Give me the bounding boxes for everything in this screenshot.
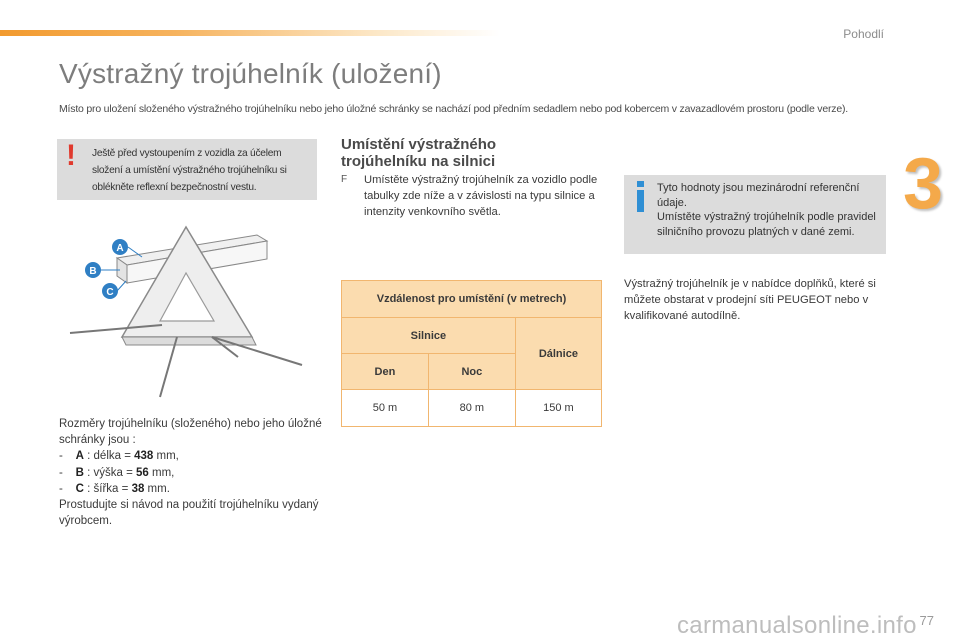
arrow-bullet-icon: F bbox=[341, 174, 348, 185]
table-highway-header: Dálnice bbox=[515, 318, 601, 390]
label-a-badge bbox=[112, 239, 128, 255]
placement-section-title: Umístění výstražného trojúhelníku na silnici bbox=[341, 136, 497, 170]
dimension-c: - C : šířka = 38 mm. bbox=[59, 482, 170, 495]
intro-text: Místo pro uložení složeného výstražného trojúhelníku nebo jeho úložné schránky se nachází pod předním sedadlem nebo pod kobercem v zavazadlovém prostoru (podle verze). bbox=[59, 103, 848, 115]
info-box bbox=[624, 175, 886, 254]
label-b-badge bbox=[85, 262, 101, 278]
dimensions-block bbox=[59, 416, 329, 529]
distance-table bbox=[341, 280, 602, 427]
page-title: Výstražný trojúhelník (uložení) bbox=[59, 58, 442, 89]
label-b: B bbox=[89, 266, 97, 277]
label-c-badge bbox=[102, 283, 118, 299]
dimension-a: - A : délka = 438 mm, bbox=[59, 450, 179, 463]
info-text-2: Umístěte výstražný trojúhelník podle pravidel silničního provozu platných v dané zemi. bbox=[657, 211, 876, 238]
dimension-b: - B : výška = 56 mm, bbox=[59, 466, 175, 479]
table-road-header: Silnice bbox=[342, 318, 516, 354]
orange-header-bar bbox=[0, 30, 500, 36]
label-c: C bbox=[106, 287, 114, 298]
table-cell-day: 50 m bbox=[342, 390, 429, 427]
dimensions-intro: Rozměry trojúhelníku (složeného) nebo jeho úložné schránky jsou : bbox=[59, 418, 322, 447]
page-number: 77 bbox=[919, 613, 934, 628]
exclamation-icon: ! bbox=[66, 139, 76, 172]
chapter-number: 3 bbox=[903, 144, 944, 224]
info-text bbox=[657, 181, 882, 239]
info-icon bbox=[637, 181, 644, 211]
table-night-header: Noc bbox=[428, 354, 515, 390]
placement-bullet-text: Umístěte výstražný trojúhelník za vozidlo podle tabulky zde níže a v závislosti na typu silnice a intenzity venkovního světla. bbox=[364, 174, 598, 218]
section-name: Pohodlí bbox=[843, 27, 884, 41]
accessory-text: Výstražný trojúhelník je v nabídce doplňků, které si můžete obstarat v prodejní síti PEUGEOT nebo v kvalifikované autodílně. bbox=[624, 278, 876, 322]
dimensions-outro: Prostudujte si návod na použití trojúhelníku vydaný výrobcem. bbox=[59, 499, 319, 528]
info-text-1: Tyto hodnoty jsou mezinárodní referenční údaje. bbox=[657, 182, 860, 209]
watermark: carmanualsonline.info bbox=[677, 612, 917, 639]
warning-text: Ještě před vystoupením z vozidla za účelem složení a umístění výstražného trojúhelníku si oblékněte reflexní bezpečnostní vestu. bbox=[92, 148, 287, 193]
table-header: Vzdálenost pro umístění (v metrech) bbox=[342, 281, 602, 318]
stand-leg-front bbox=[160, 337, 177, 397]
table-cell-highway: 150 m bbox=[515, 390, 601, 427]
stand-leg-right bbox=[212, 337, 302, 365]
label-a: A bbox=[116, 243, 124, 254]
table-cell-night: 80 m bbox=[428, 390, 515, 427]
table-day-header: Den bbox=[342, 354, 429, 390]
warning-triangle-illustration bbox=[62, 225, 324, 400]
warning-box bbox=[57, 139, 317, 200]
